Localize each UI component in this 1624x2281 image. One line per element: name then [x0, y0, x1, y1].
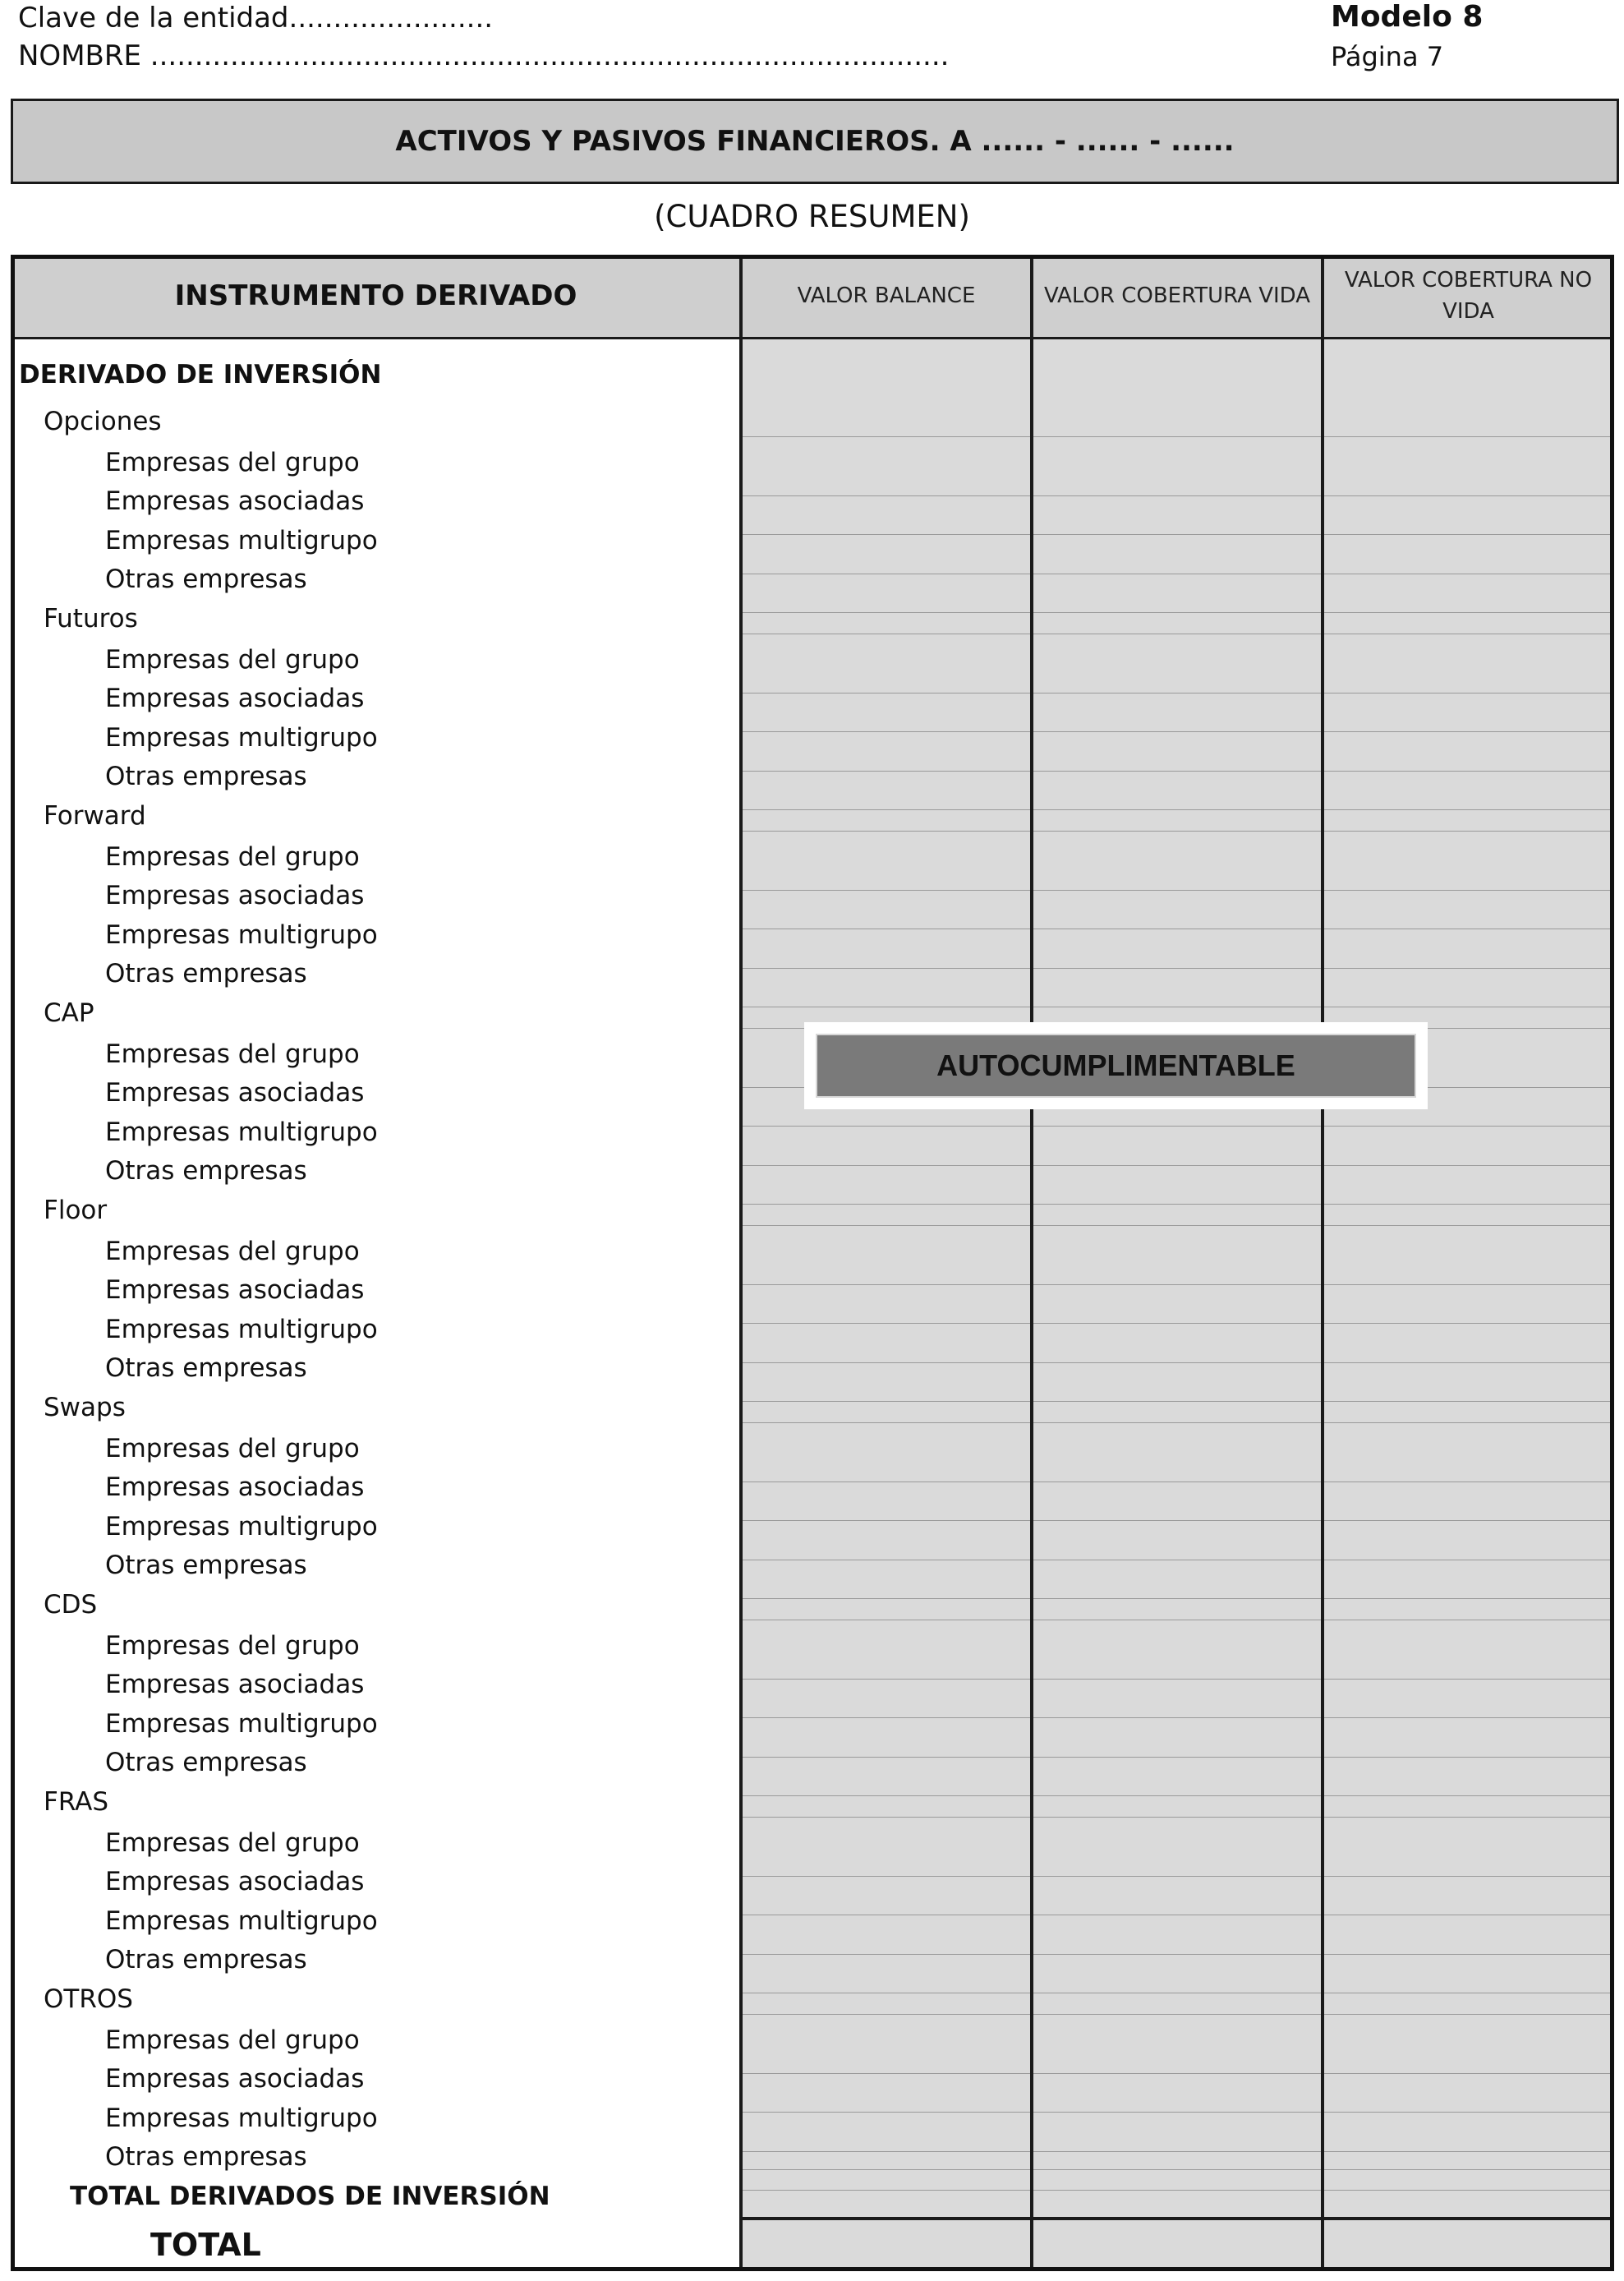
row-separator [741, 2169, 1614, 2170]
item-label: Otras empresas [105, 1748, 307, 1777]
row-separator [741, 1323, 1614, 1324]
row-separator [741, 1717, 1614, 1718]
page-number: Página 7 [1331, 41, 1444, 72]
item-label: Otras empresas [105, 1945, 307, 1975]
group-label: CAP [44, 998, 94, 1028]
row-separator [741, 1481, 1614, 1482]
item-label: Empresas del grupo [105, 645, 360, 675]
row-separator [741, 731, 1614, 732]
row-separator [741, 2014, 1614, 2015]
item-label: Empresas multigrupo [105, 1709, 378, 1739]
row-separator [741, 1284, 1614, 1285]
item-label: Empresas asociadas [105, 1472, 365, 1502]
item-label: Otras empresas [105, 1353, 307, 1383]
item-label: Empresas asociadas [105, 881, 365, 910]
row-separator [741, 2151, 1614, 2152]
life-coverage-column[interactable] [1032, 339, 1323, 2271]
item-label: Empresas asociadas [105, 1867, 365, 1896]
item-label: Empresas asociadas [105, 1078, 365, 1108]
group-label: Floor [44, 1196, 108, 1225]
item-label: Empresas multigrupo [105, 1117, 378, 1147]
model-number: Modelo 8 [1331, 0, 1484, 34]
row-separator [741, 1795, 1614, 1796]
group-label: OTROS [44, 1984, 133, 2014]
column-divider [1321, 255, 1324, 2271]
section-title: DERIVADO DE INVERSIÓN [19, 360, 382, 389]
item-label: Empresas multigrupo [105, 2104, 378, 2133]
row-separator [741, 1520, 1614, 1521]
column-divider [739, 255, 743, 2271]
item-label: Empresas asociadas [105, 684, 365, 713]
row-separator [741, 2112, 1614, 2113]
total-investment-label: TOTAL DERIVADOS DE INVERSIÓN [70, 2182, 550, 2211]
autocomplete-stamp: AUTOCUMPLIMENTABLE [816, 1034, 1416, 1098]
item-label: Empresas del grupo [105, 1828, 360, 1858]
total-label: TOTAL [150, 2227, 261, 2263]
form-title: ACTIVOS Y PASIVOS FINANCIEROS. A ...... - ...... - ...... [11, 99, 1619, 184]
row-separator [741, 612, 1614, 613]
row-separator [741, 890, 1614, 891]
item-label: Empresas multigrupo [105, 1906, 378, 1936]
summary-table [11, 255, 1614, 2271]
row-separator [741, 2190, 1614, 2191]
item-label: Empresas del grupo [105, 842, 360, 872]
row-separator [741, 1204, 1614, 1205]
form-subtitle: (CUADRO RESUMEN) [654, 199, 970, 234]
group-label: Swaps [44, 1393, 126, 1422]
item-label: Empresas multigrupo [105, 526, 378, 555]
header-life-coverage: VALOR COBERTURA VIDA [1043, 283, 1311, 308]
row-separator [741, 534, 1614, 535]
row-separator [741, 1598, 1614, 1599]
item-label: Empresas del grupo [105, 1434, 360, 1463]
row-separator [741, 1422, 1614, 1423]
item-label: Empresas del grupo [105, 1039, 360, 1069]
item-label: Otras empresas [105, 564, 307, 594]
item-label: Empresas multigrupo [105, 1315, 378, 1344]
row-separator [741, 771, 1614, 772]
balance-value-column[interactable] [741, 339, 1032, 2271]
item-label: Empresas del grupo [105, 1237, 360, 1266]
item-label: Empresas asociadas [105, 486, 365, 516]
row-separator [741, 495, 1614, 496]
item-label: Empresas asociadas [105, 1275, 365, 1305]
header-instrument: INSTRUMENTO DERIVADO [174, 279, 577, 312]
item-label: Otras empresas [105, 1156, 307, 1186]
total-separator [741, 2217, 1614, 2220]
nonlife-coverage-column[interactable] [1323, 339, 1614, 2271]
item-label: Otras empresas [105, 1551, 307, 1580]
row-separator [741, 1225, 1614, 1226]
header-nonlife-coverage: VALOR COBERTURA NO VIDA [1344, 268, 1593, 324]
item-label: Empresas multigrupo [105, 723, 378, 753]
row-separator [741, 1876, 1614, 1877]
entity-key-field: Clave de la entidad....................... [18, 2, 494, 35]
item-label: Empresas asociadas [105, 1670, 365, 1699]
item-label: Empresas multigrupo [105, 920, 378, 950]
row-separator [741, 1954, 1614, 1955]
row-separator [741, 2073, 1614, 2074]
row-separator [741, 1028, 1614, 1029]
header-balance-value: VALOR BALANCE [797, 283, 976, 308]
item-label: Empresas del grupo [105, 2025, 360, 2055]
row-separator [741, 1757, 1614, 1758]
group-label: Forward [44, 801, 146, 831]
row-separator [741, 693, 1614, 694]
row-separator [741, 1817, 1614, 1818]
group-label: FRAS [44, 1787, 108, 1817]
row-separator [741, 1126, 1614, 1127]
item-label: Empresas multigrupo [105, 1512, 378, 1541]
row-separator [741, 436, 1614, 437]
entity-name-field: NOMBRE .......................................................................................... [18, 39, 950, 72]
column-divider [1030, 255, 1033, 2271]
item-label: Otras empresas [105, 2142, 307, 2172]
row-separator [741, 809, 1614, 810]
item-label: Empresas del grupo [105, 1631, 360, 1661]
group-label: Futuros [44, 604, 138, 634]
item-label: Empresas asociadas [105, 2064, 365, 2094]
row-separator [741, 1165, 1614, 1166]
item-label: Otras empresas [105, 959, 307, 988]
row-separator [741, 1362, 1614, 1363]
row-separator [741, 831, 1614, 832]
group-label: Opciones [44, 407, 162, 436]
item-label: Otras empresas [105, 762, 307, 791]
row-separator [741, 1401, 1614, 1402]
item-label: Empresas del grupo [105, 448, 360, 477]
row-separator [741, 968, 1614, 969]
group-label: CDS [44, 1590, 98, 1620]
row-separator [741, 1679, 1614, 1680]
